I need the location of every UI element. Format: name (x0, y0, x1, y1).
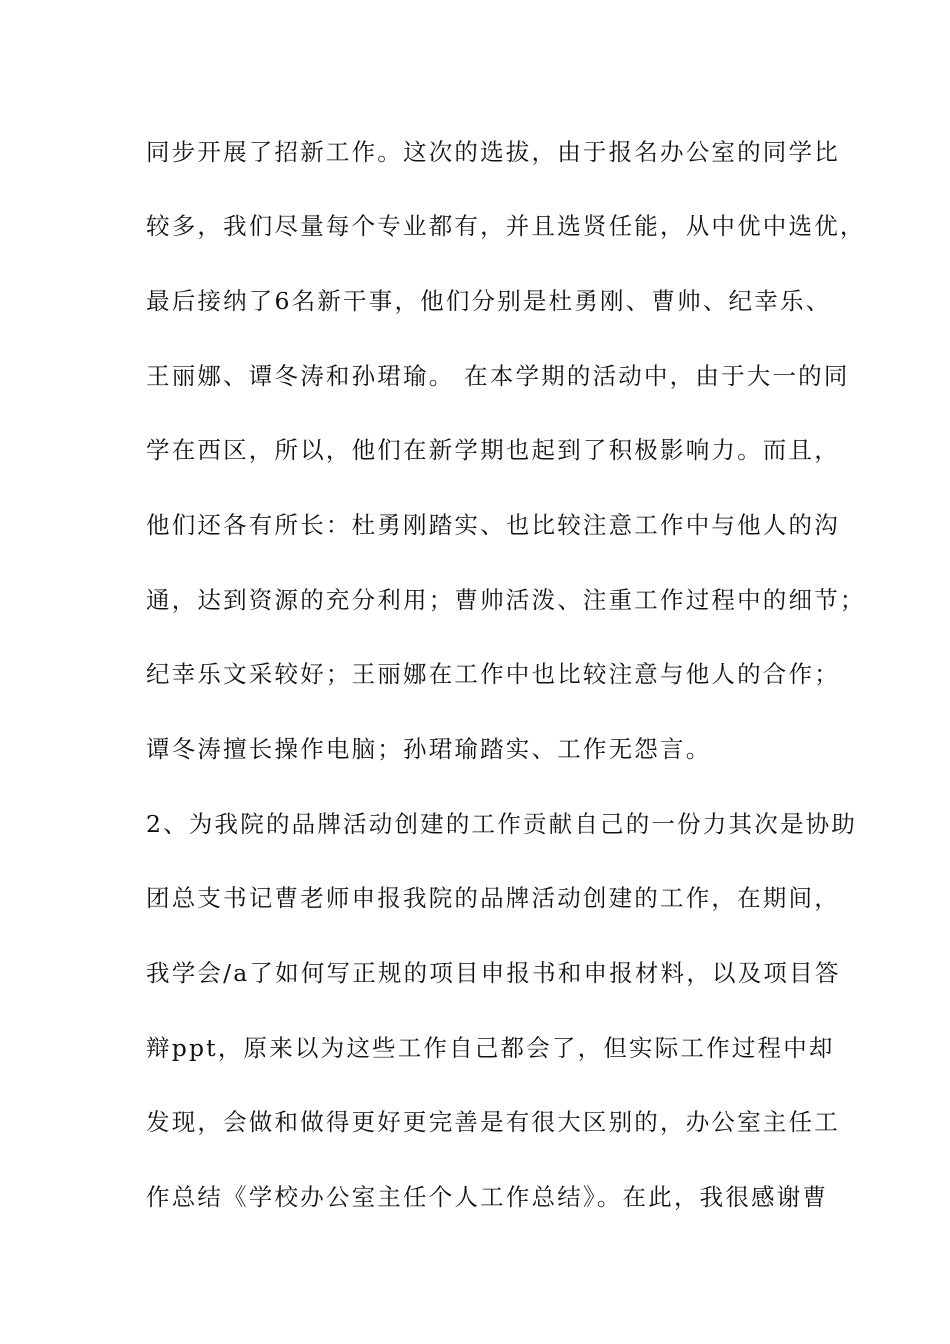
text-line: 同步开展了招新工作。这次的选拔，由于报名办公室的同学比 (146, 138, 840, 166)
text-line: 发现，会做和做得更好更完善是有很大区别的，办公室主任工 (146, 1108, 840, 1136)
text-line: 王丽娜、谭冬涛和孙珺瑜。 在本学期的活动中，由于大一的同 (146, 362, 850, 390)
text-line: 作总结《学校办公室主任个人工作总结》。在此，我很感谢曹 (146, 1183, 829, 1211)
text-line: 2、为我院的品牌活动创建的工作贡献自己的一份力其次是协助 (146, 810, 858, 838)
text-line: 团总支书记曹老师申报我院的品牌活动创建的工作，在期间， (146, 884, 840, 912)
text-line: 最后接纳了6名新干事，他们分别是杜勇刚、曹帅、纪幸乐、 (146, 287, 832, 315)
text-line: 纪幸乐文采较好；王丽娜在工作中也比较注意与他人的合作； (146, 660, 840, 688)
text-line: 辩ppt，原来以为这些工作自己都会了，但实际工作过程中却 (146, 1034, 835, 1062)
text-line: 谭冬涛擅长操作电脑；孙珺瑜踏实、工作无怨言。 (146, 735, 712, 763)
text-line: 我学会/a了如何写正规的项目申报书和申报材料，以及项目答 (146, 959, 841, 987)
text-line: 他们还各有所长：杜勇刚踏实、也比较注意工作中与他人的沟 (146, 511, 840, 539)
text-line: 学在西区，所以，他们在新学期也起到了积极影响力。而且， (146, 436, 840, 464)
text-line: 通，达到资源的充分利用；曹帅活泼、注重工作过程中的细节； (146, 586, 866, 614)
text-line: 较多，我们尽量每个专业都有，并且选贤任能，从中优中选优， (146, 212, 866, 240)
